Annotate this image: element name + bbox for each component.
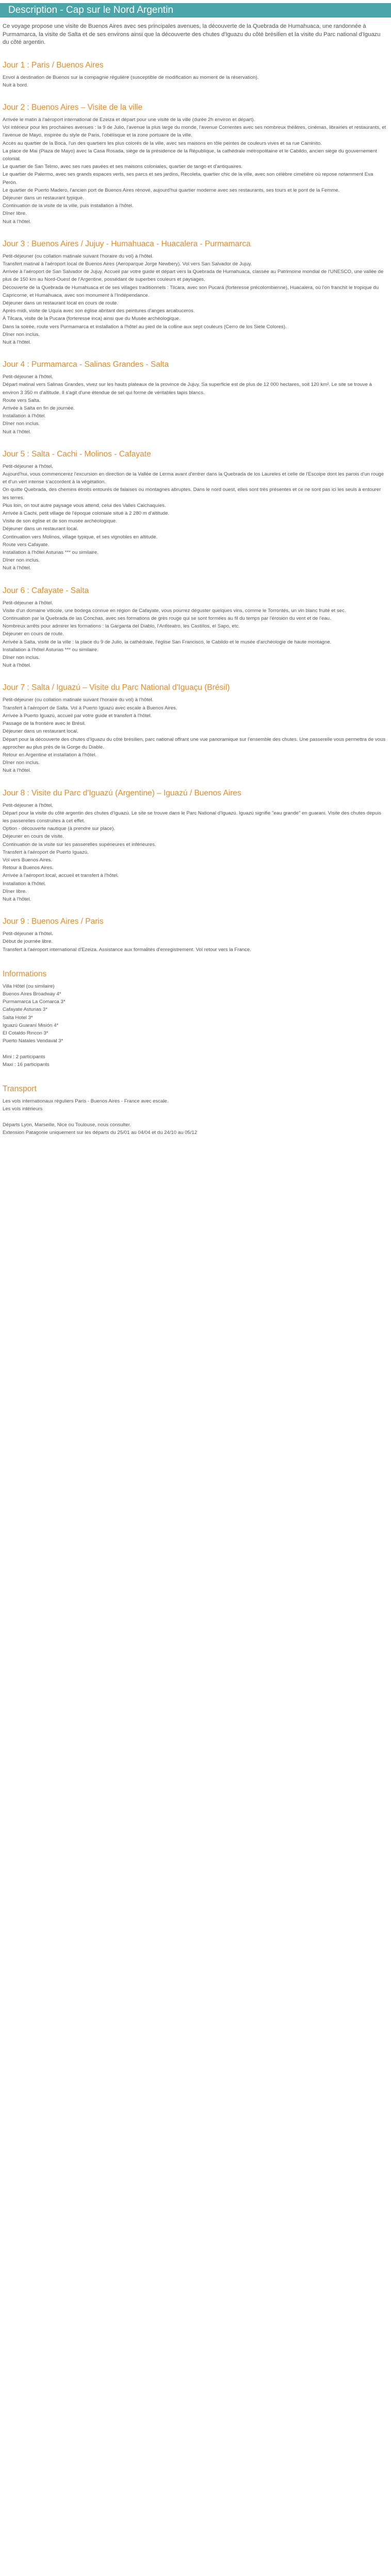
day-paragraph: Vol intérieur pour les prochaines avenues : la 9 de Julio, l'avenue la plus large du monde, l'avenue Corrientes avec ses nombreux théâtres, cinémas, librairies et restaurants, et l'avenue de Mayo, inspirée du style de Paris, l'obélisque et la zone portuaire de la ville. xyxy=(3,125,386,139)
day-paragraph: Transfert matinal à l'aéroport local de Buenos Aires (Aeroparque Jorge Newbery). Vol vers San Salvador de Jujuy. xyxy=(3,261,252,267)
informations-title: Informations xyxy=(3,969,47,978)
hebergements-line: Iguazú Guaraní Misión 4* xyxy=(3,1022,59,1028)
day-5 xyxy=(3,449,388,572)
day-paragraph: Plus loin, on tout autre paysage vous attend, celui des Valles Calchaquíes. xyxy=(3,502,166,509)
hebergements-line: Cafayate Asturias 3* xyxy=(3,1007,47,1013)
day-6 xyxy=(3,586,388,670)
day-paragraph: Continuation de la visite de la ville, puis installation à l'hôtel. xyxy=(3,203,134,209)
hebergements-line: El Cotaldo Rincon 3* xyxy=(3,1030,48,1036)
hebergements-line: Salta Hotel 3* xyxy=(3,1014,33,1021)
day-paragraph: La place de Mai (Plaza de Mayo) avec la Casa Rosada, siège de la présidence de la République, la cathédrale métropolitaine et le Cabildo, ancien siège du gouvernement colonial. xyxy=(3,148,377,162)
day-paragraph: Nuit à l'hôtel. xyxy=(3,896,31,902)
day-paragraph: Début de journée libre. xyxy=(3,939,53,945)
day-paragraph: Petit-déjeuner (ou collation matinale suivant l'horaire du vol) à l'hôtel. xyxy=(3,253,154,259)
day-1 xyxy=(3,60,388,89)
day-paragraph: Transfert à l'aéroport de Puerto Iguazú. xyxy=(3,849,89,855)
day-paragraph: On quitte Quebrada, des chemins étroits entourés de falaises ou montagnes abruptes. Dans le nord ouest, elles sont très présentes et ce ne sont pas ici les seuls à entourer les terres. xyxy=(3,487,381,501)
day-9 xyxy=(3,917,388,954)
day-paragraph: À Tilcara, visite de la Pucara (forteresse inca) ainsi que du Musée archéologique. xyxy=(3,316,181,322)
day-paragraph: Nuit à l'hôtel. xyxy=(3,768,31,774)
day-paragraph: Arrivée le matin à l'aéroport international de Ezeiza et départ pour une visite de la ville (durée 2h environ et départ). xyxy=(3,116,255,123)
day-paragraph: Le quartier de Puerto Madero, l'ancien port de Buenos Aires rénové, aujourd'hui quartier moderne avec ses restaurants, ses tours et le pont de la Femme. xyxy=(3,187,340,193)
transport-line: Extension Patagonie uniquement sur les départs du 25/01 au 04/04 et du 24/10 au 05/12 xyxy=(3,1129,198,1136)
day-paragraph: Continuation par la Quebrada de las Conchas, avec ses formations de grès rouge qui se sont formées au fil du temps par l'érosion du vent et de l'eau. xyxy=(3,616,331,622)
day-paragraph: Arrivée à l'aéroport local, accueil et transfert à l'hôtel. xyxy=(3,873,119,879)
transport-section xyxy=(3,1084,388,1137)
day-paragraph: Petit-déjeuner à l'hôtel. xyxy=(3,802,53,808)
day-paragraph: Passage de la frontière avec le Brésil. xyxy=(3,721,86,727)
spacer xyxy=(3,1113,388,1121)
day-paragraph: Départ matinal vers Salinas Grandes, vivez sur les hauts plateaux de la province de Jujuy. Sa superficie est de plus de 12 000 hectares, soit 120 km². Le site se trouve à environ 3 350 m d'altitude. Il s'agit d'une étendue de sel qui forme de véritables tapis blancs. xyxy=(3,382,372,396)
day-title: Jour 8 : Visite du Parc d'Iguazú (Argentine) – Iguazú / Buenos Aires xyxy=(3,788,241,798)
day-paragraph: Installation à l'hôtel Asturias *** ou similaire. xyxy=(3,647,99,653)
day-paragraph: Dans la soirée, route vers Purmamarca et installation à l'hôtel au pied de la colline aux sept couleurs (Cerro de los Siete Colores). xyxy=(3,324,287,330)
day-paragraph: Arrivée à Puerto Iguazú, accueil par votre guide et transfert à l'hôtel. xyxy=(3,713,152,719)
transport-title: Transport xyxy=(3,1084,37,1093)
day-paragraph: Dîner non inclus. xyxy=(3,331,40,337)
day-paragraph: Dîner non inclus. xyxy=(3,760,40,766)
itinerary xyxy=(3,60,388,954)
day-paragraph: Nuit à l'hôtel. xyxy=(3,663,31,669)
day-title: Jour 7 : Salta / Iguazú – Visite du Parc National d'Iguaçu (Brésil) xyxy=(3,683,230,692)
day-paragraph: Petit-déjeuner (ou collation matinale suivant l'horaire du vol) à l'hôtel. xyxy=(3,697,154,703)
day-paragraph: Retour à Buenos Aires. xyxy=(3,865,54,871)
day-paragraph: Après-midi, visite de Uquía avec son église abritant des peintures d'anges arcabuceros. xyxy=(3,308,195,314)
day-paragraph: Petit-déjeuner à l'hôtel. xyxy=(3,931,53,937)
day-paragraph: Découverte de la Quebrada de Humahuaca et de ses villages traditionnels : Tilcara, avec son Pucará (forteresse précolombienne), Huacalera, où l'on franchit le tropique du Capricorne, et Humahuaca, avec son monument à l'Indépendance. xyxy=(3,284,379,298)
day-paragraph: Nuit à l'hôtel. xyxy=(3,565,31,571)
day-paragraph: Déjeuner dans un restaurant local. xyxy=(3,526,78,532)
day-paragraph: Nuit à l'hôtel. xyxy=(3,339,31,345)
day-paragraph: Continuation vers Molinos, village typique, et ses vignobles en altitude. xyxy=(3,534,158,540)
hebergements-line: Mini : 2 participants xyxy=(3,1054,45,1060)
day-paragraph: Dîner non inclus. xyxy=(3,655,40,661)
day-paragraph: Envol à destination de Buenos sur la compagnie régulière (susceptible de modification au moment de la réservation). xyxy=(3,74,259,80)
day-paragraph: Option - découverte nautique (à prendre sur place). xyxy=(3,826,116,832)
day-paragraph: Petit-déjeuner à l'hôtel. xyxy=(3,600,53,606)
day-paragraph: Déjeuner dans un restaurant local. xyxy=(3,728,78,735)
day-paragraph: Vol vers Buenos Aires. xyxy=(3,857,52,863)
page-title: Description - Cap sur le Nord Argentin xyxy=(0,3,391,18)
day-3 xyxy=(3,239,388,346)
day-paragraph: Dîner non inclus. xyxy=(3,421,40,427)
informations-list xyxy=(3,982,388,1069)
hebergements-line: Villa Hôtel (ou similaire) xyxy=(3,983,55,989)
day-paragraph: Visite d'un domaine viticole, une bodega connue en région de Cafayate, vous pourrez déguster quelques vins, comme le Torrontés, un vin blanc fruité et sec. xyxy=(3,607,346,614)
day-paragraph: Départ pour la découverte des chutes d'Iguazu du côté brésilien, parc national offrant une vue panoramique sur l'ensemble des chutes. Une passerelle vous permettra de vous approcher au plus près de la Gorge du Diable. xyxy=(3,736,386,750)
day-paragraph: Déjeuner en cours de route. xyxy=(3,631,64,637)
day-paragraph: Déjeuner dans un restaurant local en cours de route. xyxy=(3,300,118,306)
hebergements-line: Puerto Natales Vendaval 3* xyxy=(3,1038,63,1044)
day-paragraph: Déjeuner dans un restaurant typique. xyxy=(3,195,84,201)
day-paragraph: Installation à l'hôtel Asturias *** ou similaire. xyxy=(3,550,99,556)
day-paragraph: Installation à l'hôtel. xyxy=(3,413,46,419)
day-paragraph: Petit-déjeuner à l'hôtel. xyxy=(3,374,53,380)
day-title: Jour 3 : Buenos Aires / Jujuy - Humahuaca - Huacalera - Purmamarca xyxy=(3,239,251,248)
day-title: Jour 4 : Purmamarca - Salinas Grandes - Salta xyxy=(3,360,169,369)
day-7 xyxy=(3,683,388,774)
day-paragraph: Nombreux arrêts pour admirer les formations : la Garganta del Diablo, l'Anfiteatro, les Castillos, el Sapo, etc. xyxy=(3,623,240,630)
day-title: Jour 1 : Paris / Buenos Aires xyxy=(3,60,104,70)
day-paragraph: Retour en Argentine et installation à l'hôtel. xyxy=(3,752,97,758)
day-paragraph: Déjeuner en cours de visite. xyxy=(3,834,64,840)
day-paragraph: Arrivée à Salta, visite de la ville : la place du 9 de Julio, la cathédrale, l'église San Francisco, le Cabildo et le musée d'archéologie de haute montagne. xyxy=(3,639,332,645)
day-8 xyxy=(3,788,388,904)
day-title: Jour 5 : Salta - Cachi - Molinos - Cafayate xyxy=(3,449,151,459)
transport-line: Les vols internationaux réguliers Paris - Buenos Aires - France avec escale. xyxy=(3,1098,169,1104)
day-paragraph: Transfert à l'aéroport international d'Ezeiza. Assistance aux formalités d'enregistrement. Vol retour vers la France. xyxy=(3,946,251,953)
day-paragraph: Arrivée à Salta en fin de journée. xyxy=(3,405,75,411)
day-paragraph: Aujourd'hui, vous commencerez l'excursion en direction de la Vallée de Lerma avant d'entrer dans la Quebrada de los Laureles et celle de l'Escoipe dont les parois d'un rouge et d'un vert intense s'accordent à la végétation. xyxy=(3,471,384,485)
day-4 xyxy=(3,360,388,436)
day-paragraph: Dîner libre. xyxy=(3,211,27,217)
day-paragraph: Le quartier de Palermo, avec ses grands espaces verts, ses parcs et ses jardins, Recoleta, quartier chic de la ville, avec son célèbre cimetière où repose notamment Eva Perón. xyxy=(3,172,373,185)
day-paragraph: Accès au quartier de la Boca, l'un des quartiers les plus colorés de la ville, avec ses maisons en tôle peintes de couleurs vives et sa rue Caminito. xyxy=(3,140,322,146)
day-2 xyxy=(3,103,388,226)
hebergements-line: Purmamarca La Comarca 3* xyxy=(3,999,66,1005)
day-paragraph: Nuit à l'hôtel. xyxy=(3,218,31,225)
intro-paragraph: Ce voyage propose une visite de Buenos Aires avec ses principales avenues, la découverte de la Quebrada de Humahuaca, une randonnée à Purmamarca, la visite de Salta et de ses environs ainsi que la découverte des chutes d'Iguazu du côté brésilien et la visite du Parc national d'Iguazu du côté argentin. xyxy=(3,23,381,45)
hebergements-line: Buenos Aires Broadway 4* xyxy=(3,991,61,997)
day-paragraph: Arrivée à l'aéroport de San Salvador de Jujuy. Accueil par votre guide et départ vers la Quebrada de Humahuaca, classée au Patrimoine mondial de l'UNESCO, une vallée de plus de 150 km au Nord-Ouest de l'Argentine, possédant de superbes couleurs et paysages. xyxy=(3,269,384,283)
day-paragraph: Route vers Salta. xyxy=(3,397,41,403)
informations-section xyxy=(3,969,388,1069)
day-title: Jour 2 : Buenos Aires – Visite de la ville xyxy=(3,103,143,112)
day-paragraph: Le quartier de San Telmo, avec ses rues pavées et ses maisons coloniales, quartier de tango et d'antiquaires. xyxy=(3,164,243,170)
transport-line: Les vols intérieurs xyxy=(3,1106,43,1112)
day-paragraph: Continuation de la visite sur les passerelles supérieures et inférieures. xyxy=(3,841,156,848)
day-paragraph: Nuit à bord. xyxy=(3,82,28,88)
day-paragraph: Nuit à l'hôtel. xyxy=(3,429,31,435)
day-paragraph: Petit-déjeuner à l'hôtel. xyxy=(3,463,53,469)
spacer xyxy=(3,1045,388,1053)
day-paragraph: Dîner non inclus. xyxy=(3,557,40,564)
day-paragraph: Installation à l'hôtel. xyxy=(3,880,46,887)
transport-line: Départs Lyon, Marseille, Nice ou Toulouse, nous consulter. xyxy=(3,1122,132,1128)
day-paragraph: Arrivée à Cachi, petit village de l'époque coloniale situé à 2 280 m d'altitude. xyxy=(3,511,170,517)
day-paragraph: Visite de son église et de son musée archéologique. xyxy=(3,518,117,524)
transport-list xyxy=(3,1097,388,1137)
page xyxy=(0,3,391,1137)
day-paragraph: Départ pour la visite du côté argentin des chutes d'Iguazú. Le site se trouve dans le Parc National d'Iguazú. Iguazú signifie "eau grande" en guarani. Visite des chutes depuis les passerelles construites à cet effet. xyxy=(3,810,382,824)
day-paragraph: Route vers Cafayate. xyxy=(3,541,50,548)
hebergements-line: Maxi : 16 participants xyxy=(3,1061,50,1067)
day-title: Jour 9 : Buenos Aires / Paris xyxy=(3,917,104,926)
day-paragraph: Dîner libre. xyxy=(3,888,27,894)
day-title: Jour 6 : Cafayate - Salta xyxy=(3,586,89,595)
content xyxy=(0,23,391,1137)
day-paragraph: Transfert à l'aéroport de Salta. Vol à Puerto Iguazú avec escale à Buenos Aires. xyxy=(3,705,177,711)
